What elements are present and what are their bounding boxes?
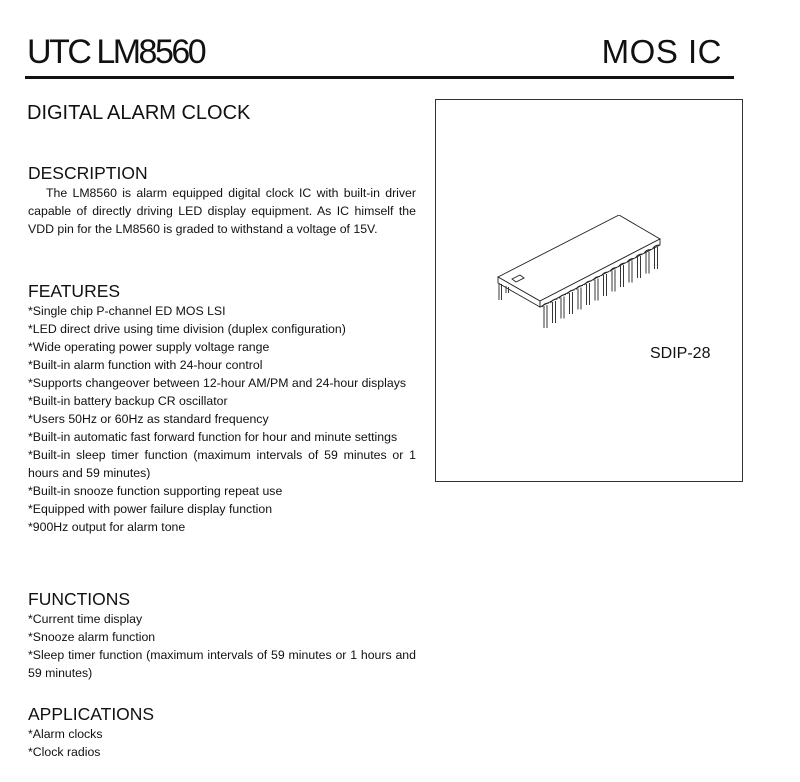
feature-item: *Built-in sleep timer function (maximum intervals of 59 minutes or 1 hours and 59 minutes) (28, 448, 416, 480)
functions-heading: FUNCTIONS (28, 589, 131, 609)
description-heading: DESCRIPTION (28, 163, 148, 183)
applications-section (28, 703, 416, 761)
description-section (28, 162, 416, 238)
package-label: SDIP-28 (650, 345, 711, 362)
feature-item: *Built-in alarm function with 24-hour control (28, 358, 263, 372)
application-item: *Clock radios (28, 745, 101, 759)
function-item: *Current time display (28, 612, 143, 626)
feature-item: *Wide operating power supply voltage range (28, 340, 270, 354)
feature-item: *Users 50Hz or 60Hz as standard frequency (28, 412, 269, 426)
features-heading: FEATURES (28, 281, 121, 301)
category-label: MOS IC (601, 33, 722, 70)
applications-list (28, 725, 416, 761)
page-header (25, 30, 734, 79)
feature-item: *Built-in snooze function supporting repeat use (28, 484, 283, 498)
document-subtitle: DIGITAL ALARM CLOCK (27, 102, 251, 124)
feature-item: *Built-in battery backup CR oscillator (28, 394, 228, 408)
feature-item: *Supports changeover between 12-hour AM/PM and 24-hour displays (28, 376, 407, 390)
feature-item: *900Hz output for alarm tone (28, 520, 186, 534)
feature-item: *Built-in automatic fast forward function for hour and minute settings (28, 430, 398, 444)
features-section (28, 280, 416, 536)
features-list (28, 302, 416, 536)
function-item: *Snooze alarm function (28, 630, 156, 644)
feature-item: *Equipped with power failure display function (28, 502, 273, 516)
ic-package-icon (496, 215, 666, 330)
feature-item: *Single chip P-channel ED MOS LSI (28, 304, 226, 318)
application-item: *Alarm clocks (28, 727, 103, 741)
package-figure (435, 99, 743, 482)
feature-item: *LED direct drive using time division (duplex configuration) (28, 322, 346, 336)
description-text: The LM8560 is alarm equipped digital clock IC with built-in driver capable of directly driving LED display equipment. As IC himself the VDD pin for the LM8560 is graded to withstand a voltage of 15V. (28, 186, 416, 236)
part-title: UTC LM8560 (27, 33, 205, 71)
applications-heading: APPLICATIONS (28, 704, 155, 724)
functions-list (28, 610, 416, 682)
function-item: *Sleep timer function (maximum intervals of 59 minutes or 1 hours and 59 minutes) (28, 648, 416, 680)
functions-section (28, 588, 416, 682)
